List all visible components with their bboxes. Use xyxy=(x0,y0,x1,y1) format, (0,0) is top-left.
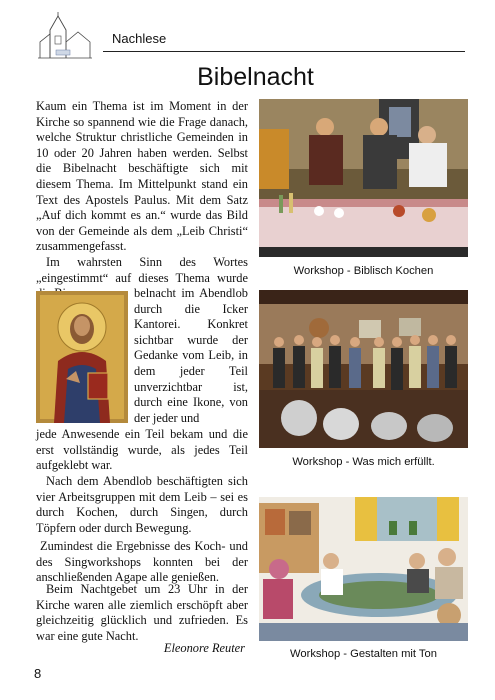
paragraph-workshops: Nach dem Abendlob beschäftigten sich vier Arbeitsgruppen mit dem Leib – sei es durch Kochen, durch Singen, durch Töpfern oder durch Bewegung. xyxy=(36,474,248,535)
christ-icon-image xyxy=(36,291,128,423)
photo-singing-workshop xyxy=(259,290,468,448)
paragraph-kantorei-wrap: belnacht im Abendlob durch die Icker Kantorei. Konkret sichtbar wurde der Gedanke vom Leib, in dem jeder Teil unverzichtbar ist, durch eine Ikone, von der jeder und xyxy=(134,286,248,425)
article-title: Bibelnacht xyxy=(197,63,314,91)
header-rule xyxy=(103,51,465,52)
photo-caption-singing: Workshop - Was mich erfüllt. xyxy=(292,456,435,468)
photo-pottery-workshop xyxy=(259,483,468,641)
paragraph-kantorei-end: jede Anwesende ein Teil bekam und die erst vollständig wurde, als jedes Teil aufgeklebt war. xyxy=(36,427,248,473)
section-label: Nachlese xyxy=(112,31,167,46)
church-logo xyxy=(36,12,92,62)
paragraph-kantorei-start: Im wahrsten Sinn des Wortes „eingestimmt“ auf dieses Thema wurde xyxy=(36,255,248,285)
page-number: 8 xyxy=(34,666,42,681)
author-name: Eleonore Reuter xyxy=(163,641,245,655)
photo-caption-cooking: Workshop - Biblisch Kochen xyxy=(293,265,434,277)
paragraph-intro: Kaum ein Thema ist im Moment in der Kirche so spannend wie die Frage danach, welche Struktur christliche Gemeinden in 10 oder 20 Jahren haben werden. Selbst die Bibelnacht beschäftigte sich mit diesem Thema. Im Mittelpunkt stand ein Text des Apostels Paulus. Mit dem Satz „Auf dich kommt es an.“ wurde das Bild von der Gemeinde als dem „Leib Christi“ zusammengefasst. xyxy=(36,99,248,254)
paragraph-agape: Zumindest die Ergebnisse des Koch- und des Singworkshops konnten bei der anschließenden Agape alle genießen. xyxy=(36,539,248,585)
photo-caption-pottery: Workshop - Gestalten mit Ton xyxy=(290,648,437,660)
photo-cooking-workshop xyxy=(259,99,468,257)
paragraph-nachtgebet: Beim Nachtgebet um 23 Uhr in der Kirche waren alle ziemlich erschöpft aber gleichzeitig glücklich und zufrieden. Es war eine gute Nacht. xyxy=(36,582,248,643)
